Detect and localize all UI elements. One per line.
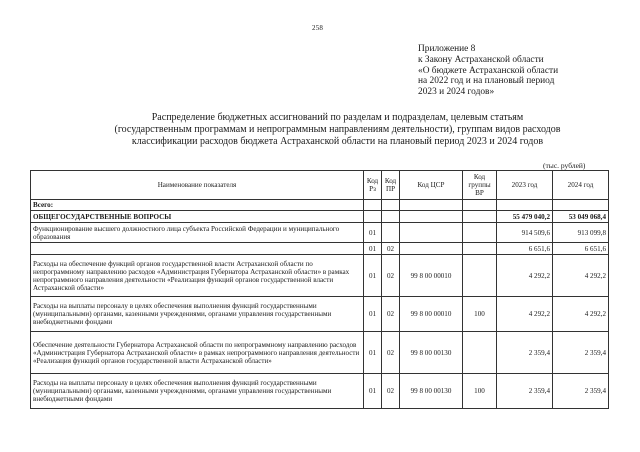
row-rz — [364, 211, 382, 223]
row-vr — [463, 332, 497, 374]
row-vr: 100 — [463, 374, 497, 409]
table-header-row — [31, 171, 609, 200]
row-name: Обеспечение деятельности Губернатора Астраханской области по непрограммному направлению расходов «Администрация Губернатора Астраханской области» в рамках непрограммного направления деятельности «Реализация функций органов государственной власти Астраханской области» — [31, 332, 364, 374]
row-vr — [463, 211, 497, 223]
row-2023: 914 509,6 — [497, 223, 553, 243]
document-title — [70, 112, 605, 148]
appendix-header — [418, 44, 558, 98]
row-pr — [382, 223, 400, 243]
row-name: Расходы на обеспечение функций органов государственной власти Астраханской области по непрограммному направлению расходов «Администрация Губернатора Астраханской области» в рамках непрограммного направления деятельности «Реализация функций органов государственной власти Астраханской области» — [31, 255, 364, 297]
table-row — [31, 332, 609, 374]
header-pr: Код ПР — [382, 171, 400, 200]
row-csr: 99 8 00 00130 — [400, 332, 463, 374]
row-2023: 2 359,4 — [497, 374, 553, 409]
row-rz: 01 — [364, 255, 382, 297]
row-2023: 4 292,2 — [497, 297, 553, 332]
row-2024: 913 099,8 — [553, 223, 609, 243]
header-csr: Код ЦСР — [400, 171, 463, 200]
header-2024: 2024 год — [553, 171, 609, 200]
appendix-line: «О бюджете Астраханской области — [418, 65, 559, 76]
appendix-line: Приложение 8 — [418, 44, 476, 54]
header-vr: Код группы ВР — [463, 171, 497, 200]
appendix-line: 2023 и 2024 годов» — [418, 87, 495, 98]
row-csr: 99 8 00 00010 — [400, 255, 463, 297]
row-rz: 01 — [364, 297, 382, 332]
row-rz: 01 — [364, 374, 382, 409]
row-vr — [463, 223, 497, 243]
row-csr: 99 8 00 00130 — [400, 374, 463, 409]
row-pr: 02 — [382, 243, 400, 255]
row-name — [31, 243, 364, 255]
row-2024: 4 292,2 — [553, 297, 609, 332]
row-2024: 6 651,6 — [553, 243, 609, 255]
row-rz: 01 — [364, 223, 382, 243]
row-name: Расходы на выплаты персоналу в целях обеспечения выполнения функций государственными (муниципальными) органами, казенными учреждениями, органами управления государственными внебюджетными фондами — [31, 374, 364, 409]
total-label: Всего: — [31, 200, 364, 211]
row-name: Функционирование высшего должностного лица субъекта Российской Федерации и муниципального образования — [31, 223, 364, 243]
budget-table — [30, 170, 609, 409]
title-line: классификации расходов бюджета Астраханской области на плановый период 2023 и 2024 годов — [131, 136, 544, 147]
row-2024: 2 359,4 — [553, 332, 609, 374]
row-csr — [400, 211, 463, 223]
row-pr: 02 — [382, 374, 400, 409]
row-2024: 2 359,4 — [553, 374, 609, 409]
row-name: ОБЩЕГОСУДАРСТВЕННЫЕ ВОПРОСЫ — [31, 211, 364, 223]
table-row — [31, 297, 609, 332]
row-pr: 02 — [382, 297, 400, 332]
row-vr — [463, 255, 497, 297]
row-pr — [382, 211, 400, 223]
row-pr: 02 — [382, 255, 400, 297]
row-vr: 100 — [463, 297, 497, 332]
table-row — [31, 374, 609, 409]
row-2023: 55 479 040,2 — [497, 211, 553, 223]
row-pr: 02 — [382, 332, 400, 374]
row-rz: 01 — [364, 243, 382, 255]
row-2024: 53 049 068,4 — [553, 211, 609, 223]
row-2023: 4 292,2 — [497, 255, 553, 297]
row-csr — [400, 243, 463, 255]
page-number: 258 — [312, 24, 324, 32]
appendix-line: на 2022 год и на плановый период — [418, 76, 555, 87]
row-2024: 4 292,2 — [553, 255, 609, 297]
row-2023: 6 651,6 — [497, 243, 553, 255]
appendix-line: к Закону Астраханской области — [418, 54, 544, 65]
table-row — [31, 211, 609, 223]
table-row — [31, 223, 609, 243]
row-csr — [400, 223, 463, 243]
title-line: (государственным программам и непрограммным направлениям деятельности), группам видов расходов — [114, 124, 561, 135]
table-row — [31, 243, 609, 255]
title-line: Распределение бюджетных ассигнований по разделам и подразделам, целевым статьям — [151, 112, 524, 123]
row-2023: 2 359,4 — [497, 332, 553, 374]
units-label: (тыс. рублей) — [543, 161, 586, 170]
header-2023: 2023 год — [497, 171, 553, 200]
table-row — [31, 255, 609, 297]
row-name: Расходы на выплаты персоналу в целях обеспечения выполнения функций государственными (муниципальными) органами, казенными учреждениями, органами управления государственными внебюджетными фондами — [31, 297, 364, 332]
total-row — [31, 200, 609, 211]
header-rz: Код Рз — [364, 171, 382, 200]
row-vr — [463, 243, 497, 255]
row-rz: 01 — [364, 332, 382, 374]
row-csr: 99 8 00 00010 — [400, 297, 463, 332]
header-name: Наименование показателя — [31, 171, 364, 200]
